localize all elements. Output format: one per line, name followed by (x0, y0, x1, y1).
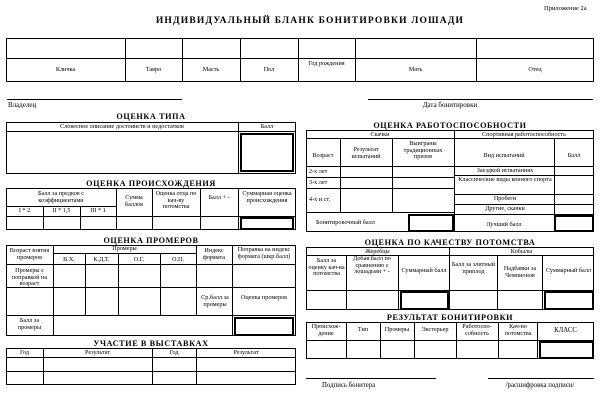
age-2-label: 2-х лет (309, 168, 328, 175)
signature-label: Подпись бонитера (322, 382, 376, 389)
result-class-label: КЛАСС (554, 327, 577, 334)
ancestor-score-label: Балл за предков с коэффициентами (37, 190, 85, 204)
measure-age-label: Возраст взятия промеров (9, 247, 50, 261)
extra-score-label: Добав.балл по сравнению с лошадьми + - (353, 255, 391, 275)
elite-offspring-label: Балл за элитный приплод (451, 261, 496, 275)
signature-line[interactable] (306, 378, 436, 379)
dam-label: Мать (408, 66, 423, 73)
work-section-title: ОЦЕНКА РАБОТОСПОСОБНОСТИ (373, 121, 527, 130)
format-index-label: Индекс формата (202, 247, 226, 261)
show-year-1-label: Год (19, 349, 30, 356)
best-score-box[interactable] (554, 215, 594, 232)
measure-section-title: ОЦЕНКА ПРОМЕРОВ (103, 236, 199, 245)
sex-label: Пол (263, 66, 275, 73)
race-result-label: Результат испытаний (351, 146, 381, 160)
class-box[interactable] (539, 341, 594, 359)
mares-label: Кобылы (510, 248, 533, 255)
origin-total-box[interactable] (240, 217, 294, 230)
measure-rating-box[interactable] (234, 317, 294, 336)
sire-rating-label: Оценка отца по кач-ву потомства (155, 190, 197, 210)
date-line[interactable] (368, 99, 593, 100)
test-runs-label: Пробеги (493, 195, 517, 202)
appendix-label: Приложение 2а (544, 5, 587, 12)
prize-wins-label: Выиграны традиционных призов (403, 140, 443, 160)
signature-decode-label: /расшифровка подписи/ (505, 382, 575, 389)
result-exterior-label: Экстерьер (421, 326, 449, 333)
stallions-label: Жеребцы (365, 248, 390, 255)
age-3-label: 3-х лет (309, 179, 328, 186)
avg-score-label: Ср.балл за промеры (201, 294, 229, 308)
progeny-quality-label: Балл за оценку кач-ва потомства (308, 257, 345, 277)
race-label: Скачки (370, 131, 390, 138)
form-title: ИНДИВИДУАЛЬНЫЙ БЛАНК БОНИТИРОВКИ ЛОШАДИ (155, 16, 465, 26)
progeny-section-title: ОЦЕНКА ПО КАЧЕСТВУ ПОТОМСТВА (364, 238, 536, 247)
result-section-title: РЕЗУЛЬТАТ БОНИТИРОВКИ (386, 313, 514, 322)
show-result-1-label: Результат (84, 349, 111, 356)
work-age-label: Возраст (312, 152, 334, 159)
best-score-label: Лучший балл (486, 221, 522, 228)
origin-section-title: ОЦЕНКА ПРОИСХОЖДЕНИЯ (86, 179, 216, 188)
date-label: Дата бонитировки (422, 101, 478, 109)
mare-total-label: Суммарный балл (545, 267, 592, 274)
owner-label: Владелец (8, 101, 37, 109)
signature-decode-line[interactable] (488, 378, 594, 379)
result-measures-label: Промеры (384, 326, 410, 333)
withers-height-label: В.Х. (63, 256, 75, 263)
coat-color-label: Масть (202, 66, 220, 73)
type-score-label: Балл (260, 123, 274, 130)
plusminus-label: Балл + - (208, 194, 230, 201)
sum-score-label: Сумма баллов (124, 194, 144, 208)
coef-1-label: I * 2 (18, 207, 31, 214)
result-type-label: Тип (357, 326, 369, 333)
race-score-label: Бонитировочный балл (316, 219, 375, 226)
body-length-label: К.Д.Т. (93, 256, 110, 263)
coef-3-label: III * 1 (90, 207, 106, 214)
chest-girth-label: О.Г. (133, 256, 145, 263)
sport-score-label: Балл (567, 152, 581, 159)
race-score-box[interactable] (408, 214, 454, 232)
type-score-box[interactable] (240, 133, 294, 172)
result-progeny-label: Кач-во потомства (504, 323, 532, 337)
sire-label: Отец (528, 66, 542, 73)
origin-total-label: Суммарная оценка происхождения (242, 190, 292, 204)
horse-name-label: Кличка (55, 66, 76, 73)
result-work-label: Работоспо-собность (462, 323, 492, 337)
age-4-label: 4-х и ст. (309, 196, 331, 203)
measure-score-label: Балл за промеры (17, 317, 42, 331)
sport-label: Спортивная работоспособность (482, 131, 566, 138)
type-desc-label: Словесное описание достоинств и недостатков (60, 123, 184, 130)
type-section-title: ОЦЕНКА ТИПА (116, 112, 186, 121)
cannon-girth-label: О.П. (171, 256, 185, 263)
header-table (6, 38, 594, 82)
measure-rating-label: Оценка промеров (240, 294, 288, 301)
birth-year-label: Год рождения (308, 60, 345, 67)
mare-total-box[interactable] (544, 291, 594, 310)
owner-line[interactable] (7, 99, 182, 100)
format-correction-label: Поправка на индекс формата (шкр.балл) (237, 246, 291, 260)
coef-2-label: II * 1,5 (52, 207, 71, 214)
test-classic-label: Классические виды конного спорта (458, 176, 552, 183)
stallion-total-label: Суммарный балл (401, 267, 447, 274)
shows-section-title: УЧАСТИЕ В ВЫСТАВКАХ (93, 339, 209, 348)
show-year-2-label: Год (169, 349, 179, 356)
result-origin-label: Происхож-дение (311, 323, 341, 337)
brand-label: Тавро (145, 66, 162, 73)
champion-bonus-label: Надбавки за Чемпионов (503, 265, 537, 279)
test-other-label: Другие, скачки (485, 205, 525, 212)
test-harness-label: Заездкой испытаниях (476, 167, 534, 174)
age-adjusted-label: Промеры с поправкой на возраст (11, 267, 48, 287)
measures-label: Промеры (112, 245, 137, 252)
stallion-total-box[interactable] (400, 291, 449, 310)
test-type-label: Вид испытаний (483, 152, 525, 159)
show-result-2-label: Результат (233, 349, 259, 356)
